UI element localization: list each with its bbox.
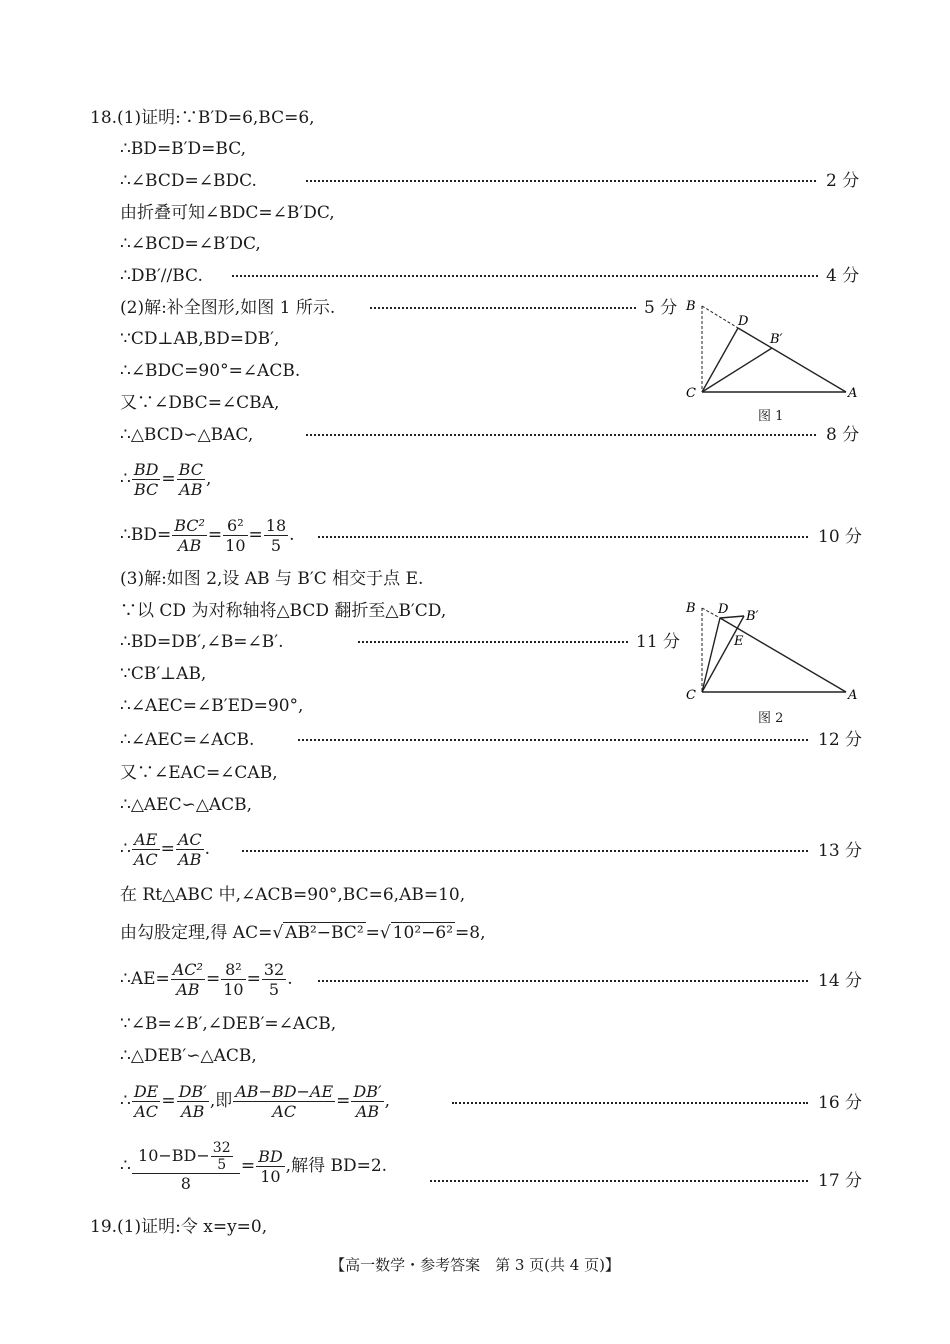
- score-label: 14 分: [818, 971, 863, 991]
- numerator-part: 10−BD−: [138, 1146, 210, 1165]
- radicand: AB²−BC²: [285, 923, 364, 943]
- point-e-label: E: [734, 634, 744, 649]
- q19-part1-heading: 19.(1)证明:令 x=y=0,: [90, 1217, 268, 1237]
- fraction: [351, 1082, 383, 1121]
- denominator: 10: [223, 980, 244, 999]
- point-c-label: C: [686, 386, 696, 401]
- math-symbol: ∴: [120, 1091, 131, 1111]
- q18-line-29: [0, 1138, 950, 1204]
- denominator: AC: [272, 1102, 297, 1121]
- numerator: AC²: [172, 960, 203, 979]
- fraction: [223, 516, 247, 555]
- point-b-label: B: [686, 601, 696, 616]
- math-symbol: =: [248, 525, 263, 545]
- step-text: ∴BD=B′D=BC,: [120, 139, 247, 159]
- denominator: AB: [177, 536, 202, 555]
- q18-line-12: [0, 458, 950, 502]
- score-label: 5 分: [644, 298, 678, 318]
- denominator: AC: [133, 850, 158, 869]
- point-a-label: A: [848, 386, 858, 401]
- numerator: BD: [133, 460, 159, 479]
- fraction: [172, 516, 207, 555]
- step-text: 又∵∠DBC=∠CBA,: [120, 393, 280, 413]
- figure-1-triangle: [680, 296, 870, 404]
- score-label: 17 分: [818, 1171, 863, 1191]
- math-symbol: ,: [384, 1091, 391, 1111]
- segment-cbprime: [702, 616, 744, 692]
- step-text: ∴DB′//BC.: [120, 266, 203, 286]
- score-label: 8 分: [826, 425, 860, 445]
- score-label: 11 分: [636, 632, 681, 652]
- numerator: DB′: [353, 1082, 382, 1101]
- q18-line-22: [0, 828, 950, 872]
- fraction-equation: [120, 1082, 390, 1121]
- math-symbol: ,即: [209, 1091, 233, 1111]
- math-symbol: ,: [205, 469, 212, 489]
- dot-leader: [452, 1102, 808, 1104]
- segment-da: [720, 618, 846, 692]
- denominator: AC: [134, 1102, 158, 1121]
- fraction: [132, 460, 161, 499]
- math-symbol: =: [246, 969, 261, 989]
- point-a-label: A: [848, 688, 858, 700]
- fraction-equation: [120, 460, 211, 499]
- fraction: [256, 1147, 285, 1186]
- denominator: AB: [179, 480, 203, 499]
- fraction-equation: [120, 960, 293, 999]
- step-text: ∴∠BCD=∠BDC.: [120, 171, 257, 191]
- numerator: BC²: [174, 516, 205, 535]
- numerator: 8²: [221, 960, 245, 980]
- fraction-equation: [120, 830, 210, 869]
- numerator: 18: [265, 516, 287, 535]
- numerator: BD: [258, 1147, 283, 1166]
- math-symbol: .: [287, 969, 293, 989]
- math-symbol: =: [240, 1156, 256, 1176]
- numerator: DB′: [178, 1082, 207, 1101]
- score-label: 13 分: [818, 841, 863, 861]
- math-symbol: ∴: [120, 839, 131, 859]
- step-text: 由折叠可知∠BDC=∠B′DC,: [120, 203, 335, 223]
- q18-line-28: [0, 1080, 950, 1124]
- fraction: [177, 460, 205, 499]
- fraction: [171, 960, 205, 999]
- numerator: AE: [132, 830, 160, 850]
- numerator: DE: [133, 1082, 159, 1101]
- q18-part1-heading: 18.(1)证明:∵B′D=6,BC=6,: [90, 108, 315, 128]
- math-symbol: =: [160, 839, 175, 859]
- score-label: 10 分: [818, 527, 863, 547]
- denominator: AB: [355, 1102, 380, 1121]
- figure-1-caption: 图 1: [758, 409, 784, 424]
- denominator: BC: [133, 480, 159, 499]
- fraction: [264, 516, 288, 555]
- figure-2-caption: 图 2: [758, 711, 784, 726]
- numerator: AC: [177, 830, 202, 849]
- q18-line-25: [0, 958, 950, 1002]
- fraction: [221, 960, 245, 999]
- math-symbol: ∴BD=: [120, 525, 172, 545]
- fraction-equation: [120, 516, 295, 555]
- score-label: 2 分: [826, 171, 860, 191]
- math-symbol: ∴: [120, 469, 131, 489]
- q18-part3-heading: (3)解:如图 2,设 AB 与 B′C 相交于点 E.: [120, 569, 424, 589]
- numerator: [132, 1140, 240, 1174]
- dot-leader: [318, 980, 808, 982]
- step-text: ∵以 CD 为对称轴将△BCD 翻折至△B′CD,: [120, 601, 447, 621]
- page-footer: 【高一数学・参考答案 第 3 页(共 4 页)】: [330, 1256, 620, 1274]
- math-symbol: =: [205, 969, 221, 989]
- denominator: 5: [268, 980, 280, 999]
- denominator: 5: [270, 536, 282, 555]
- step-text: ∴∠AEC=∠ACB.: [120, 730, 255, 750]
- step-text: ∴∠BCD=∠B′DC,: [120, 234, 261, 254]
- fraction: [132, 830, 160, 869]
- fraction: [132, 1082, 161, 1121]
- dot-leader: [318, 536, 808, 538]
- point-b-label: B: [686, 299, 696, 314]
- denominator: 10: [225, 536, 246, 555]
- math-symbol: .: [289, 525, 295, 545]
- radicand: 10²−6²: [392, 923, 454, 943]
- sqrt-equation: [120, 922, 486, 944]
- dot-leader: [370, 307, 636, 309]
- segment-cd: [702, 328, 738, 392]
- denominator: 5: [217, 1157, 227, 1173]
- numerator: BC: [178, 460, 203, 479]
- step-text: ∵CD⊥AB,BD=DB′,: [120, 329, 280, 349]
- denominator: AB: [178, 850, 202, 869]
- denominator: 10: [260, 1167, 281, 1186]
- dot-leader: [358, 641, 628, 643]
- segment-bd: [702, 306, 738, 328]
- math-symbol: =8,: [455, 923, 486, 943]
- math-symbol: =: [161, 469, 176, 489]
- math-symbol: ∴: [120, 1156, 131, 1176]
- numerator: AB−BD−AE: [235, 1082, 334, 1101]
- score-label: 16 分: [818, 1093, 863, 1113]
- numerator: 32: [263, 960, 285, 979]
- figure-2-triangle: [680, 598, 870, 700]
- math-symbol: =: [207, 525, 223, 545]
- denominator: AB: [176, 980, 200, 999]
- score-label: 12 分: [818, 730, 863, 750]
- fraction: [176, 830, 204, 869]
- step-text: ∵∠B=∠B′,∠DEB′=∠ACB,: [120, 1014, 337, 1034]
- math-symbol: 由勾股定理,得 AC=√: [120, 923, 284, 943]
- q18-part2-heading: (2)解:补全图形,如图 1 所示.: [120, 298, 336, 318]
- denominator: 8: [180, 1174, 191, 1193]
- numerator: 32: [212, 1140, 231, 1156]
- dot-leader: [298, 739, 808, 741]
- step-text: ∴△BCD∽△BAC,: [120, 425, 254, 445]
- dot-leader: [430, 1180, 808, 1182]
- math-symbol: ∴AE=: [120, 969, 170, 989]
- math-symbol: =: [336, 1091, 351, 1111]
- point-d-label: D: [718, 602, 729, 617]
- dot-leader: [232, 275, 818, 277]
- math-symbol: .: [204, 839, 211, 859]
- step-text: ∴△DEB′∽△ACB,: [120, 1046, 257, 1066]
- point-d-label: D: [738, 314, 749, 329]
- dot-leader: [306, 180, 816, 182]
- point-bprime-label: B′: [770, 332, 783, 347]
- segment-cbprime: [702, 348, 772, 392]
- math-symbol: =: [161, 1091, 176, 1111]
- step-text: 又∵∠EAC=∠CAB,: [120, 763, 278, 783]
- fraction: [211, 1140, 233, 1173]
- dot-leader: [242, 850, 808, 852]
- step-text: ∴∠BDC=90°=∠ACB.: [120, 361, 301, 381]
- fraction: [177, 1082, 209, 1121]
- step-text: ∵CB′⊥AB,: [120, 664, 207, 684]
- math-symbol: =√: [365, 923, 391, 943]
- step-text: 在 Rt△ABC 中,∠ACB=90°,BC=6,AB=10,: [120, 885, 466, 905]
- q18-line-13: [0, 514, 950, 558]
- step-text: ∴∠AEC=∠B′ED=90°,: [120, 696, 304, 716]
- step-text: ∴△AEC∽△ACB,: [120, 795, 253, 815]
- fraction: [233, 1082, 335, 1121]
- segment-cd: [702, 618, 720, 692]
- numerator: 6²: [223, 516, 247, 536]
- denominator: AB: [181, 1102, 205, 1121]
- fraction: [132, 1140, 240, 1193]
- dot-leader: [306, 434, 816, 436]
- fraction-equation: [120, 1140, 387, 1193]
- score-label: 4 分: [826, 266, 860, 286]
- fraction: [262, 960, 286, 999]
- point-bprime-label: B′: [746, 609, 759, 624]
- point-c-label: C: [686, 688, 696, 700]
- math-symbol: ,解得 BD=2.: [285, 1156, 388, 1176]
- step-text: ∴BD=DB′,∠B=∠B′.: [120, 632, 284, 652]
